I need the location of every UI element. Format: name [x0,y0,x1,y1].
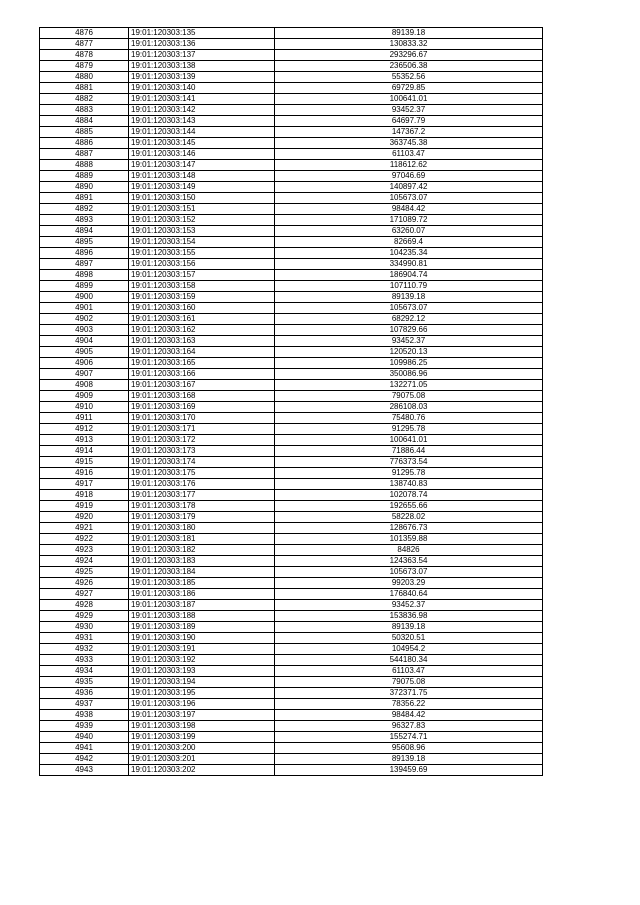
value-cell: 139459.69 [275,765,543,776]
value-cell: 155274.71 [275,732,543,743]
table-row [40,589,543,600]
table-row [40,391,543,402]
table-row [40,116,543,127]
value-cell: 120520.13 [275,347,543,358]
cadastral-number-cell: 19:01:120303:145 [129,138,275,149]
cadastral-number-cell: 19:01:120303:176 [129,479,275,490]
table-row [40,105,543,116]
cadastral-number-cell: 19:01:120303:154 [129,237,275,248]
table-row [40,347,543,358]
table-row [40,226,543,237]
table-row [40,215,543,226]
value-cell: 363745.38 [275,138,543,149]
row-number-cell: 4910 [40,402,129,413]
table-row [40,380,543,391]
row-number-cell: 4905 [40,347,129,358]
value-cell: 68292.12 [275,314,543,325]
cadastral-number-cell: 19:01:120303:185 [129,578,275,589]
row-number-cell: 4923 [40,545,129,556]
cadastral-number-cell: 19:01:120303:146 [129,149,275,160]
row-number-cell: 4921 [40,523,129,534]
table-row [40,402,543,413]
table-row [40,666,543,677]
cadastral-number-cell: 19:01:120303:165 [129,358,275,369]
table-row [40,314,543,325]
row-number-cell: 4895 [40,237,129,248]
table-row [40,28,543,39]
value-cell: 79075.08 [275,391,543,402]
table-row [40,578,543,589]
row-number-cell: 4887 [40,149,129,160]
row-number-cell: 4886 [40,138,129,149]
cadastral-number-cell: 19:01:120303:195 [129,688,275,699]
table-row [40,754,543,765]
value-cell: 107110.79 [275,281,543,292]
value-cell: 97046.69 [275,171,543,182]
cadastral-number-cell: 19:01:120303:144 [129,127,275,138]
row-number-cell: 4931 [40,633,129,644]
table-row [40,127,543,138]
value-cell: 91295.78 [275,468,543,479]
row-number-cell: 4881 [40,83,129,94]
table-row [40,490,543,501]
value-cell: 71886.44 [275,446,543,457]
cadastral-number-cell: 19:01:120303:152 [129,215,275,226]
row-number-cell: 4890 [40,182,129,193]
cadastral-number-cell: 19:01:120303:201 [129,754,275,765]
table-row [40,259,543,270]
cadastral-number-cell: 19:01:120303:141 [129,94,275,105]
row-number-cell: 4878 [40,50,129,61]
value-cell: 50320.51 [275,633,543,644]
value-cell: 89139.18 [275,622,543,633]
row-number-cell: 4880 [40,72,129,83]
row-number-cell: 4926 [40,578,129,589]
cadastral-number-cell: 19:01:120303:171 [129,424,275,435]
value-cell: 372371.75 [275,688,543,699]
value-cell: 544180.34 [275,655,543,666]
table-row [40,336,543,347]
row-number-cell: 4930 [40,622,129,633]
table-row [40,325,543,336]
cadastral-number-cell: 19:01:120303:168 [129,391,275,402]
value-cell: 63260.07 [275,226,543,237]
table-row [40,556,543,567]
cadastral-number-cell: 19:01:120303:136 [129,39,275,50]
cadastral-number-cell: 19:01:120303:135 [129,28,275,39]
row-number-cell: 4876 [40,28,129,39]
value-cell: 293296.67 [275,50,543,61]
cadastral-number-cell: 19:01:120303:150 [129,193,275,204]
cadastral-number-cell: 19:01:120303:164 [129,347,275,358]
cadastral-number-cell: 19:01:120303:174 [129,457,275,468]
table-row [40,721,543,732]
table-row [40,292,543,303]
value-cell: 96327.83 [275,721,543,732]
row-number-cell: 4879 [40,61,129,72]
row-number-cell: 4877 [40,39,129,50]
cadastral-number-cell: 19:01:120303:178 [129,501,275,512]
value-cell: 91295.78 [275,424,543,435]
table-row [40,611,543,622]
cadastral-number-cell: 19:01:120303:194 [129,677,275,688]
table-row [40,479,543,490]
table-row [40,424,543,435]
table-row [40,193,543,204]
value-cell: 186904.74 [275,270,543,281]
row-number-cell: 4912 [40,424,129,435]
table-row [40,237,543,248]
value-cell: 776373.54 [275,457,543,468]
cadastral-number-cell: 19:01:120303:190 [129,633,275,644]
value-cell: 350086.96 [275,369,543,380]
value-cell: 109986.25 [275,358,543,369]
cadastral-number-cell: 19:01:120303:173 [129,446,275,457]
cadastral-number-cell: 19:01:120303:193 [129,666,275,677]
cadastral-number-cell: 19:01:120303:189 [129,622,275,633]
cadastral-number-cell: 19:01:120303:156 [129,259,275,270]
row-number-cell: 4896 [40,248,129,259]
cadastral-number-cell: 19:01:120303:160 [129,303,275,314]
cadastral-number-cell: 19:01:120303:151 [129,204,275,215]
table-row [40,743,543,754]
row-number-cell: 4882 [40,94,129,105]
table-body [40,28,543,776]
cadastral-number-cell: 19:01:120303:192 [129,655,275,666]
table-row [40,413,543,424]
cadastral-number-cell: 19:01:120303:167 [129,380,275,391]
value-cell: 138740.83 [275,479,543,490]
row-number-cell: 4906 [40,358,129,369]
table-row [40,523,543,534]
cadastral-number-cell: 19:01:120303:183 [129,556,275,567]
row-number-cell: 4925 [40,567,129,578]
value-cell: 171089.72 [275,215,543,226]
cadastral-number-cell: 19:01:120303:142 [129,105,275,116]
value-cell: 64697.79 [275,116,543,127]
row-number-cell: 4889 [40,171,129,182]
table-row [40,622,543,633]
table-row [40,138,543,149]
row-number-cell: 4932 [40,644,129,655]
row-number-cell: 4897 [40,259,129,270]
row-number-cell: 4938 [40,710,129,721]
value-cell: 104235.34 [275,248,543,259]
cadastral-number-cell: 19:01:120303:170 [129,413,275,424]
cadastral-number-cell: 19:01:120303:180 [129,523,275,534]
table-row [40,149,543,160]
table-row [40,512,543,523]
table-row [40,72,543,83]
cadastral-number-cell: 19:01:120303:148 [129,171,275,182]
row-number-cell: 4888 [40,160,129,171]
cadastral-number-cell: 19:01:120303:181 [129,534,275,545]
row-number-cell: 4918 [40,490,129,501]
value-cell: 140897.42 [275,182,543,193]
row-number-cell: 4904 [40,336,129,347]
cadastral-number-cell: 19:01:120303:162 [129,325,275,336]
row-number-cell: 4936 [40,688,129,699]
table-row [40,710,543,721]
row-number-cell: 4909 [40,391,129,402]
cadastral-number-cell: 19:01:120303:139 [129,72,275,83]
cadastral-number-cell: 19:01:120303:186 [129,589,275,600]
value-cell: 69729.85 [275,83,543,94]
row-number-cell: 4908 [40,380,129,391]
row-number-cell: 4914 [40,446,129,457]
cadastral-number-cell: 19:01:120303:179 [129,512,275,523]
value-cell: 61103.47 [275,149,543,160]
table-row [40,83,543,94]
value-cell: 75480.76 [275,413,543,424]
cadastral-number-cell: 19:01:120303:198 [129,721,275,732]
cadastral-number-cell: 19:01:120303:137 [129,50,275,61]
row-number-cell: 4943 [40,765,129,776]
row-number-cell: 4894 [40,226,129,237]
cadastral-number-cell: 19:01:120303:182 [129,545,275,556]
value-cell: 98484.42 [275,710,543,721]
row-number-cell: 4934 [40,666,129,677]
row-number-cell: 4901 [40,303,129,314]
cadastral-number-cell: 19:01:120303:188 [129,611,275,622]
table-row [40,567,543,578]
row-number-cell: 4892 [40,204,129,215]
value-cell: 118612.62 [275,160,543,171]
row-number-cell: 4937 [40,699,129,710]
table-row [40,61,543,72]
value-cell: 124363.54 [275,556,543,567]
value-cell: 100641.01 [275,435,543,446]
row-number-cell: 4929 [40,611,129,622]
value-cell: 107829.66 [275,325,543,336]
value-cell: 176840.64 [275,589,543,600]
cadastral-number-cell: 19:01:120303:196 [129,699,275,710]
table-row [40,655,543,666]
table-row [40,171,543,182]
value-cell: 98484.42 [275,204,543,215]
row-number-cell: 4924 [40,556,129,567]
row-number-cell: 4919 [40,501,129,512]
cadastral-number-cell: 19:01:120303:169 [129,402,275,413]
row-number-cell: 4917 [40,479,129,490]
value-cell: 89139.18 [275,292,543,303]
table-row [40,182,543,193]
cadastral-number-cell: 19:01:120303:161 [129,314,275,325]
cadastral-number-cell: 19:01:120303:184 [129,567,275,578]
table-row [40,688,543,699]
cadastral-number-cell: 19:01:120303:199 [129,732,275,743]
row-number-cell: 4899 [40,281,129,292]
value-cell: 95608.96 [275,743,543,754]
value-cell: 132271.05 [275,380,543,391]
value-cell: 93452.37 [275,336,543,347]
value-cell: 89139.18 [275,754,543,765]
row-number-cell: 4915 [40,457,129,468]
table-row [40,633,543,644]
row-number-cell: 4893 [40,215,129,226]
row-number-cell: 4902 [40,314,129,325]
cadastral-number-cell: 19:01:120303:197 [129,710,275,721]
row-number-cell: 4911 [40,413,129,424]
value-cell: 128676.73 [275,523,543,534]
table-row [40,369,543,380]
value-cell: 102078.74 [275,490,543,501]
table-row [40,248,543,259]
value-cell: 105673.07 [275,567,543,578]
table-row [40,457,543,468]
cadastral-value-table [39,27,543,776]
value-cell: 153836.98 [275,611,543,622]
row-number-cell: 4883 [40,105,129,116]
table-row [40,677,543,688]
value-cell: 236506.38 [275,61,543,72]
value-cell: 84826 [275,545,543,556]
cadastral-number-cell: 19:01:120303:163 [129,336,275,347]
table-row [40,446,543,457]
value-cell: 101359.88 [275,534,543,545]
cadastral-number-cell: 19:01:120303:138 [129,61,275,72]
table-row [40,545,543,556]
table-row [40,501,543,512]
row-number-cell: 4907 [40,369,129,380]
table-row [40,468,543,479]
row-number-cell: 4933 [40,655,129,666]
value-cell: 93452.37 [275,600,543,611]
row-number-cell: 4927 [40,589,129,600]
value-cell: 55352.56 [275,72,543,83]
cadastral-number-cell: 19:01:120303:149 [129,182,275,193]
cadastral-number-cell: 19:01:120303:187 [129,600,275,611]
cadastral-number-cell: 19:01:120303:140 [129,83,275,94]
value-cell: 286108.03 [275,402,543,413]
value-cell: 78356.22 [275,699,543,710]
cadastral-number-cell: 19:01:120303:159 [129,292,275,303]
table-row [40,644,543,655]
table-row [40,534,543,545]
table-row [40,699,543,710]
row-number-cell: 4913 [40,435,129,446]
row-number-cell: 4939 [40,721,129,732]
table-row [40,303,543,314]
cadastral-number-cell: 19:01:120303:200 [129,743,275,754]
value-cell: 192655.66 [275,501,543,512]
table-row [40,732,543,743]
cadastral-number-cell: 19:01:120303:191 [129,644,275,655]
row-number-cell: 4922 [40,534,129,545]
cadastral-number-cell: 19:01:120303:166 [129,369,275,380]
table-row [40,270,543,281]
value-cell: 61103.47 [275,666,543,677]
cadastral-number-cell: 19:01:120303:143 [129,116,275,127]
row-number-cell: 4900 [40,292,129,303]
value-cell: 100641.01 [275,94,543,105]
row-number-cell: 4942 [40,754,129,765]
table-row [40,435,543,446]
value-cell: 99203.29 [275,578,543,589]
value-cell: 89139.18 [275,28,543,39]
value-cell: 79075.08 [275,677,543,688]
table-row [40,358,543,369]
row-number-cell: 4916 [40,468,129,479]
row-number-cell: 4920 [40,512,129,523]
table-row [40,160,543,171]
cadastral-number-cell: 19:01:120303:175 [129,468,275,479]
cadastral-number-cell: 19:01:120303:155 [129,248,275,259]
table-row [40,281,543,292]
table-row [40,50,543,61]
value-cell: 105673.07 [275,303,543,314]
value-cell: 147367.2 [275,127,543,138]
row-number-cell: 4903 [40,325,129,336]
cadastral-number-cell: 19:01:120303:158 [129,281,275,292]
value-cell: 58228.02 [275,512,543,523]
cadastral-number-cell: 19:01:120303:147 [129,160,275,171]
table-row [40,204,543,215]
cadastral-number-cell: 19:01:120303:172 [129,435,275,446]
row-number-cell: 4928 [40,600,129,611]
row-number-cell: 4891 [40,193,129,204]
value-cell: 93452.37 [275,105,543,116]
table-row [40,94,543,105]
value-cell: 105673.07 [275,193,543,204]
cadastral-number-cell: 19:01:120303:157 [129,270,275,281]
value-cell: 130833.32 [275,39,543,50]
table-row [40,600,543,611]
table-row [40,765,543,776]
value-cell: 82669.4 [275,237,543,248]
row-number-cell: 4884 [40,116,129,127]
row-number-cell: 4885 [40,127,129,138]
value-cell: 334990.81 [275,259,543,270]
cadastral-number-cell: 19:01:120303:202 [129,765,275,776]
spreadsheet-page [39,27,542,776]
table-row [40,39,543,50]
row-number-cell: 4935 [40,677,129,688]
cadastral-number-cell: 19:01:120303:177 [129,490,275,501]
cadastral-number-cell: 19:01:120303:153 [129,226,275,237]
row-number-cell: 4941 [40,743,129,754]
row-number-cell: 4940 [40,732,129,743]
row-number-cell: 4898 [40,270,129,281]
value-cell: 104954.2 [275,644,543,655]
